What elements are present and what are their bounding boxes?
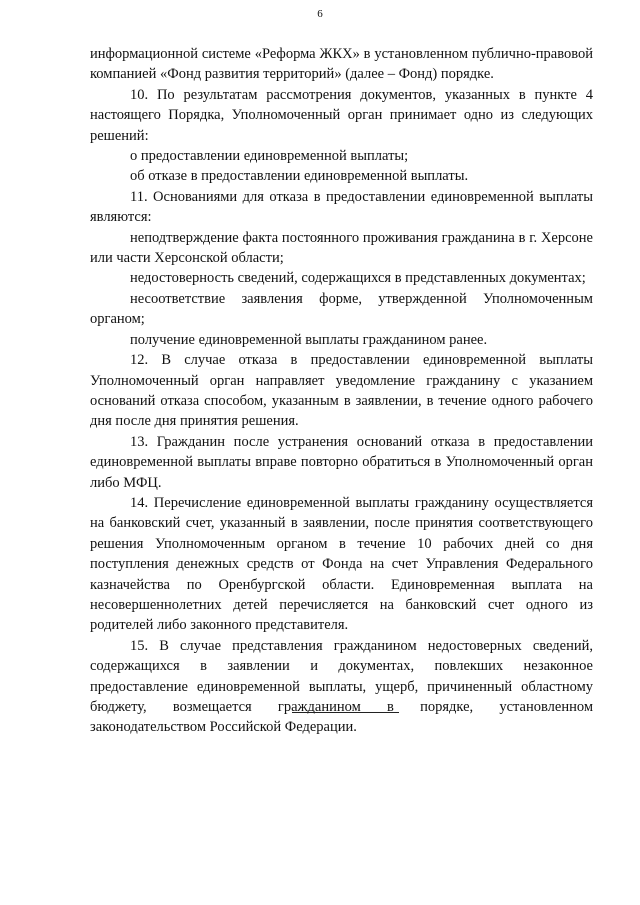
paragraph-item-12: 12. В случае отказа в предоставлении единовременной выплаты Уполномоченный орган направляет уведомление гражданину с указанием оснований отказа способом, указанным в заявлении, в течение одного рабочего дня после дня принятия решения. [90,352,593,430]
page-number: 6 [317,8,323,20]
refusal-ground-residence: неподтверждение факта постоянного проживания гражданина в г. Херсоне или части Херсонской области; [90,229,593,267]
refusal-ground-form-mismatch: несоответствие заявления форме, утвержденной Уполномоченным органом; [90,290,593,328]
paragraph-item-11: 11. Основаниями для отказа в предоставлении единовременной выплаты являются: [90,188,593,226]
paragraph-item-10: 10. По результатам рассмотрения документов, указанных в пункте 4 настоящего Порядка, Уполномоченный орган принимает одно из следующих решений: [90,86,593,144]
paragraph-item-14: 14. Перечисление единовременной выплаты гражданину осуществляется на банковский счет, указанный в заявлении, после принятия соответствующего решения Уполномоченным органом в течение 10 рабочих дней со дня поступления денежных средств от Фонда на счет Управления Федерального казначейства по Оренбургской области. Единовременная выплата на несовершеннолетних детей перечисляется на банковский счет одного из родителей либо законного представителя. [90,494,593,634]
decision-option-grant: о предоставлении единовременной выплаты; [130,148,409,165]
end-divider-line [292,712,399,713]
paragraph-continuation: информационной системе «Реформа ЖКХ» в установленном публично-правовой компанией «Фонд развития территорий» (далее – Фонд) порядке. [90,46,593,83]
refusal-ground-unreliable-info: недостоверность сведений, содержащихся в представленных документах; [130,270,586,287]
document-body [90,44,593,738]
paragraph-item-15: 15. В случае представления гражданином недостоверных сведений, содержащихся в заявлении и документах, повлекших незаконное предоставление единовременной выплаты, ущерб, причиненный областному бюджету, возмещается гражданином в порядке, установленном законодательством Российской Федерации. [90,637,593,736]
decision-option-refuse: об отказе в предоставлении единовременной выплаты. [130,168,469,185]
refusal-ground-prior-payment: получение единовременной выплаты гражданином ранее. [130,331,488,348]
paragraph-item-13: 13. Гражданин после устранения оснований отказа в предоставлении единовременной выплаты вправе повторно обратиться в Уполномоченный орган либо МФЦ. [90,433,593,491]
